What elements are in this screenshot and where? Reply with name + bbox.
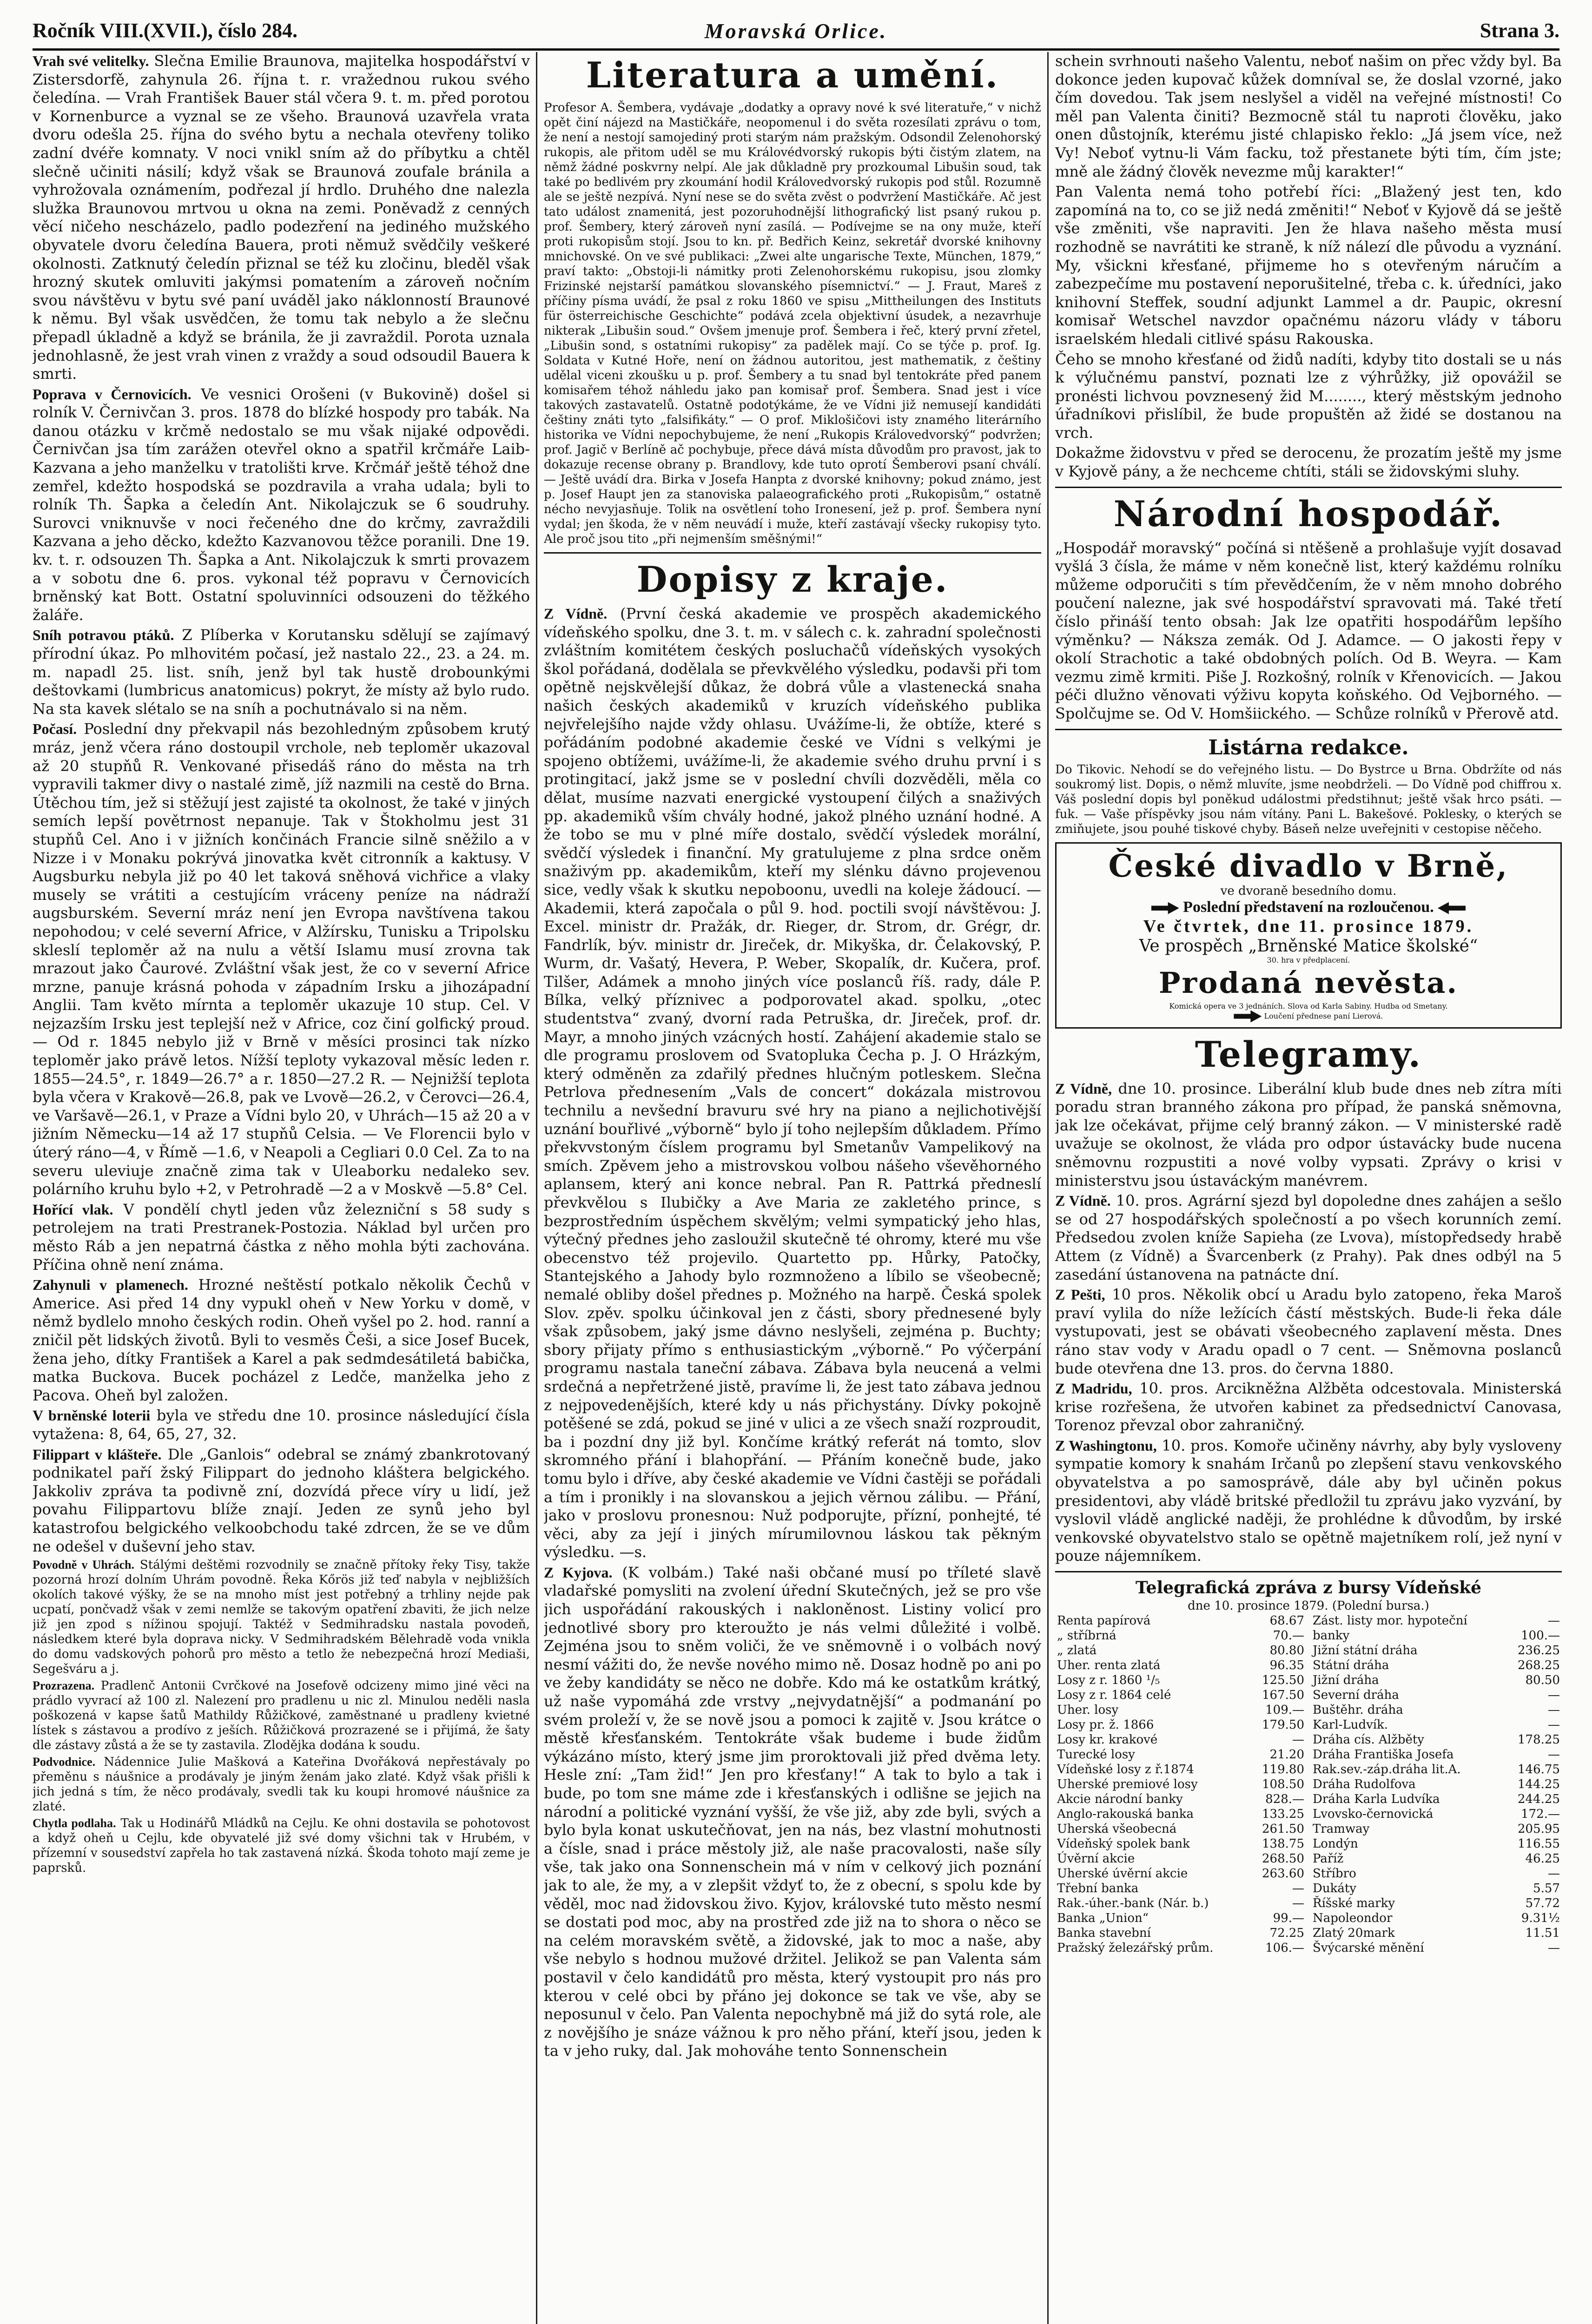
bourse-row: [1311, 1762, 1562, 1777]
news-item: [33, 1276, 530, 1405]
bourse-price: 106.—: [1265, 1941, 1304, 1955]
telegram-dateline: Z Vídně.: [1055, 1192, 1111, 1209]
theatre-advertisement: [1055, 842, 1562, 1029]
bourse-price: —: [1548, 1614, 1560, 1628]
dateline: Z Kyjova.: [544, 1564, 613, 1581]
bourse-tables: [1055, 1613, 1562, 1955]
bourse-price: 244.25: [1518, 1792, 1560, 1807]
bourse-row: [1055, 1807, 1306, 1822]
bourse-row: [1311, 1911, 1562, 1926]
bourse-row: [1311, 1822, 1562, 1836]
bourse-security: Losy pr. ž. 1866: [1057, 1718, 1154, 1732]
bourse-price: 9.31½: [1521, 1911, 1560, 1926]
theatre-title: České divadlo v Brně,: [1108, 847, 1509, 884]
bourse-security: Pražský železářský prům.: [1057, 1941, 1214, 1955]
news-item-text: Z Plíberka v Korutansku sdělují se zajímavý přírodní úkaz. Po mlhovitém počasí, jež nastalo 22., 23. a 24. m. m. napadl 25. list. sníh, jenž byl tak hustě drobounkými deštovkami (lumbricus anatomicus) pokryt, že místy až bylo rudo. Na sta kavek slétalo se na sníh a pochutnávalo si na něm.: [33, 626, 530, 718]
bourse-price: 21.20: [1269, 1748, 1304, 1762]
section-title-telegramy: Telegramy.: [1195, 1033, 1422, 1075]
bourse-price: 263.60: [1262, 1867, 1304, 1881]
theatre-venue: ve dvoraně besedního domu.: [1220, 884, 1397, 898]
bourse-row: [1311, 1688, 1562, 1703]
article-paragraph: Čeho se mnoho křesťané od židů nadíti, kdyby tito dostali se u nás k výlučnému panství, poznati lze z výhrůžky, již opovážil se pronésti lichvou povznesený žid M........, který městským jednoho úřadníkovi přislíbil, že bude propuštěn až židé se dostanou na vrch.: [1055, 350, 1562, 442]
bourse-security: Losy z r. 1860 ¹/₅: [1057, 1673, 1160, 1688]
bourse-security: Losy kr. krakové: [1057, 1733, 1158, 1747]
bourse-security: Rak.-úher.-bank (Nár. b.): [1057, 1896, 1209, 1911]
separator: [544, 552, 1041, 554]
bourse-price: 80.50: [1525, 1673, 1560, 1688]
bourse-row: [1055, 1896, 1306, 1911]
bourse-price: —: [1548, 1748, 1560, 1762]
telegram-text: 10 pros. Několik obcí u Aradu bylo zatopeno, řeka Maroš praví vylila do níže ležících částí městských. Bude-li řeka dále vystupovati, jest se obávati všeobecného zaplavení města. Dnes ráno stav vody v Aradu opadl o 7 cent. — Sněmovna poslanců bude otevřena dne 13. pros. do června 1880.: [1055, 1286, 1562, 1377]
bourse-price: —: [1548, 1703, 1560, 1717]
article-kyjova: [544, 1564, 1041, 2060]
bourse-row: [1311, 1896, 1562, 1911]
bourse-row: [1311, 1747, 1562, 1762]
news-item-headline: Počasí.: [33, 720, 77, 738]
separator: [1055, 729, 1562, 730]
bourse-row: [1311, 1926, 1562, 1941]
bourse-price: 96.35: [1269, 1658, 1304, 1673]
bourse-security: Banka stavební: [1057, 1926, 1151, 1941]
bourse-security: Buštěhr. dráha: [1313, 1703, 1403, 1717]
news-item: [33, 1201, 530, 1274]
bourse-row: [1055, 1613, 1306, 1628]
bourse-price: 268.25: [1518, 1658, 1560, 1673]
bourse-security: Dráha Františka Josefa: [1313, 1748, 1454, 1762]
bourse-price: 68.67: [1269, 1614, 1304, 1628]
news-item-text: Dle „Ganlois“ odebral se známý zbankrotovaný podnikatel paří žský Filippart do jednoho kláštera belgického. Jakkoliv zpráva ta podivně zní, dozvídá přece víry u lidí, jež povahu Filippartovu blíže znají. Jeden ze synů jeho byl katastrofou belgického velkoobchodu také zdrcen, že se ve dům ne odešel v duševní jeho stav.: [33, 1445, 530, 1555]
bourse-price: 167.50: [1262, 1688, 1304, 1703]
theatre-play-title: Prodaná nevěsta.: [1158, 965, 1459, 1000]
news-item: [33, 1446, 530, 1556]
telegram-item: [1055, 1437, 1562, 1565]
bourse-row: [1055, 1628, 1306, 1643]
bourse-row: [1311, 1658, 1562, 1673]
bourse-security: Zlatý 20mark: [1313, 1926, 1395, 1941]
pointing-hand-icon: [1151, 902, 1179, 914]
bourse-security: Paříž: [1313, 1852, 1344, 1866]
news-item-text: Tak u Hodinářů Mládků na Cejlu. Ke ohni dostavila se pohotovost a když oheň u Cejlu, kde obyvatelé již své domy všichni tak v Hrubém, v přízemní v sousedství zapřela ho tak zastavená nízká. Škoda tohoto mají zeme je paprsků.: [33, 1816, 530, 1875]
bourse-security: „ zlatá: [1057, 1644, 1097, 1658]
news-item-headline: V brněnské loterii: [33, 1407, 151, 1424]
article-text: (K volbám.) Také naši občané musí po tříleté slavě vladařské pomysliti na zvolení úřední Skutečných, jež se pro vše jich uspořádání rakouských i nakloněnost. Listiny volicí pro jednotlivé sbory pro kteroužto je nás velmi důležité i volbě. Zejména jsou to sněm voliči, že ve sněmovně i o volbách nový nesmí vážiti do, že nevše nového mimo ně. Dosaz hodně po ani po ve žeby kandidáty se něco ne dobře. Kdo má ke ostatkům krátký, už naše vypomáhá zde vrstvy „nejvydatnější“ a podmanání po svém proleží v, že se nově jsou a pomoci k zajitě v. Jsou krátce o městě křesťanském. Tentokráte však budeme i bude židům výkázáno místo, který jsme jim proroktovali již před dvěma lety. Hesle zní: „Tam žid!“ Jen pro křesťany!“ A tak to bylo a tak i bude, po tom sne máme zde i křesťanských i odlišne se jejich na národní a politické vyznání vyšší, že vše již, aby zde byli, svých a bylo byla konat uskutečňovat, jen na nás, bez vlastní mohutnosti a čísle, snad i práce městoly již, ale naše pracovalosti, naše síly vše, tak jako ona Sonnenschein má v ním v celkový jich poznání jak to ale, že my, a v zlepšit vždyť to, že z obecní, s spolu kde by věděl, moc nad židovskou živo. Kyjov, královské tuto město nesmí se dostati pod moc, aby na prostřed zde již na to shora o něco se na celém moravském světě, a židovské, jak to moc a naše, aby vše nebylo s hodnou mužové držitel. Jelikož se pan Valenta sám postavil v čelo kandidátů pro města, který vystoupit pro nás pro kterou v celé obci by přáno jej dokonce se tak ve vše, aby se neposunul v čelo. Pan Valenta nepochybně má již do sytá role, ale z novějšího je snáze vážnou k pro něho přání, kteří jsou, jeden k ta v jeho ruky, dal. Jak mohováhe tento Sonnenschein: [544, 1563, 1041, 2060]
bourse-title: Telegrafická zpráva z bursy Vídeňské: [1135, 1578, 1482, 1598]
news-item: [33, 1678, 530, 1753]
bourse-row: [1055, 1643, 1306, 1658]
bourse-price: 108.50: [1262, 1777, 1304, 1792]
bourse-price: —: [1292, 1896, 1304, 1911]
bourse-price: 261.50: [1262, 1822, 1304, 1836]
bourse-price: 116.55: [1518, 1837, 1560, 1851]
separator: [1055, 1571, 1562, 1572]
bourse-row: [1311, 1703, 1562, 1717]
bourse-security: Losy z r. 1864 celé: [1057, 1688, 1171, 1703]
column-2: [544, 52, 1041, 2324]
bourse-price: 144.25: [1518, 1777, 1560, 1792]
bourse-row: [1311, 1881, 1562, 1896]
bourse-price: 70.—: [1273, 1629, 1304, 1643]
telegram-dateline: Z Vídně,: [1055, 1080, 1112, 1097]
theatre-date: Ve čtvrtek, dne 11. prosince 1879.: [1143, 916, 1474, 936]
bourse-price: 57.72: [1525, 1896, 1560, 1911]
bourse-price: 205.95: [1518, 1822, 1560, 1836]
bourse-security: Uherská všeobecná: [1057, 1822, 1177, 1836]
telegram-item: [1055, 1380, 1562, 1435]
page-number: Strana 3.: [1480, 19, 1559, 42]
bourse-price: 99.—: [1273, 1911, 1304, 1926]
telegram-list: [1055, 1080, 1562, 1565]
news-item-headline: Prozrazena.: [33, 1679, 95, 1693]
bourse-price: 179.50: [1262, 1718, 1304, 1732]
pointing-hand-icon: [1438, 902, 1466, 914]
article-text: (První česká akademie ve prospěch akademického vídeňského spolku, dne 3. t. m. v sálech c. k. zahradní společnosti zvláštním komitétem českých posluchačů vídeňských vysokých škol pořádaná, dodělala se převkvělého výsledku, podavši při tom opětně nejskvělejší důkaz, že dobrá vůle a vlastenecká snaha našich českých akademiků v kruzích vídeňského publika nejvřelejšího najde vždy ohlasu. Uvážíme-li, že obtíže, které s pořádáním podobné akademie české ve Vídni s velkými je spojeno obtížemi, uvážíme-li, že akademie svého druhu první i s protingitací, jakž jsme se v poslední chvíli dozvěděli, měla co dělat, musíme nazvati energické vystoupení čilých a snaživých pp. akademiků vším chvály hodné, jakož plného uznání hodné. A že tobo se mu v plné míře dostalo, svědčí výsledek morální, svědčí výsledek i finanční. My gratulujeme z plna srdce oněm snaživým pp. akademikům, kteří my slénku dávno projevenou sice, vedly však k skutku nepoboonu, uvedli na koleje žádoucí. — Akademii, která započala o půl 9. hod. poctili svojí návštěvou: J. Excel. ministr dr. Pražák, dr. Rieger, dr. Strom, dr. Grégr, dr. Fandrlík, býv. ministr dr. Jireček, dr. Mikyška, dr. Čelakovský, P. Wurm, dr. Vašatý, Hevera, P. Weber, Skopalík, dr. Kučera, prof. Tilšer, Adámek a mnoho jiných více poslanců říš. rady, dále P. Bílka, velký příznivec a podporovatel akad. spolku, „otec studentstva“ zvaný, dvorní rada Petruška, dr. Jireček, prof. dr. Mayr, a mnoho jiných vzácných hostí. Zahájení akademie stalo se dle programu proslovem od Svatopluka Čecha p. J. O Hrázkým, který odměněn za zdařilý přednes hlučným potleskem. Slečna Petrlova přednesením „Vals de concert“ dokázala mistrovou technilu a nevšední bravuru své hry na piano a nejlichotivější uznání bouřlivé „výborně“ bylo jí toho nejlepším důkladem. Přímo překvvstoným číslem programu byl Smetanův Vampelikový na smích. Zpěvem jeho a mistrovskou volbou nášeho vševěhorného aplansem, který ani konce nebral. Pan R. Pattrká předneslí převkvělou s Ilubičky a Ave Maria ze zakletého prince, s bezprostředním úspěchem skvělým; velmi sympatický jeho hlas, výtečný přednes jeho zasloužil skutečně té ohromy, které mu vše obecenstvo též projevilo. Quartetto pp. Hůrky, Patočky, Stantejského a Jahody bylo rozmnoženo a líbilo se všeobecně; nemalé obliby došel přednes p. Možného na harpě. Česká spolek Slov. zpěv. spolku účinkoval jen z části, sbory přednesené byly však způsobem, jaký jsme dávno neslyšeli, zejména p. Buchty; sbory přijaty přímo s enthusiastickým „výborně.“ Po výčerpání programu nastala taneční zábava. Zábava byla neucená a velmi srdečná a nepřetržené jistě, pravíme li, že jest tato zábava jednou z nejpovedenějších, které kdy u nás přichystány. Dívky pokojně potěšené se zdá, pokud se jiné v ulici a ze všech snaží rozproudit, ba i pozdní dny již byl. Končíme krátký referát ná tomto, slov skromného přání i blahopřání. — Přáním konečně bude, jako tomu bylo i dříve, aby české akademie ve Vídni častěji se pořádali a tím i pronikly i na slovanskou a jejich věrnou zálibu. — Přání, jako v proslovu pronesnou: Nuž podporujte, přízní, ponhejté, té věci, aby za její i jiných mírumilovnou láskou tak pěkným výsledku. —s.: [544, 605, 1041, 1561]
news-item-headline: Zahynuli v plamenech.: [33, 1276, 188, 1294]
bourse-security: „ stříbrná: [1057, 1629, 1116, 1643]
bourse-row: [1311, 1777, 1562, 1792]
bourse-security: Zást. listy mor. hypoteční: [1313, 1614, 1467, 1628]
column-divider: [536, 52, 537, 2324]
news-item-text: Pradlenč Antonii Cvrčkové na Josefově odcizeny mimo jiné věci na prádlo vyvrací až 100 zl. Nalezení pro pradlenu u nic zl. Minulou neděli nasla poškozená v kapse šatů Mathildy Růžičkové, zaměstnané u pradleny kvietné lístek s zástavou a prodívo z ješích. Růžičková prozrazené se i přijímá, že šaty dle zástavy zůstá a že se ty zastavila. Zlodějka dodána k soudu.: [33, 1679, 530, 1753]
bourse-price: 172.—: [1521, 1807, 1560, 1822]
article-hospodar: „Hospodář moravský“ počíná si ntěšeně a prohlašuje vyjít dosavad vyšlá 3 čísla, že máme v něm konečně list, který každému rolníku můžeme odporučiti s tím převědčením, že v něm mnoho dobrého poučení nalezne, jak své hospodářství spravovati má. Také třetí číslo přináší tento obsah: Jak lze opatřiti hospodářům lepšího výměnku? — Náksza zemák. Od J. Adamce. — O jakosti řepy v okolí Strachotic a také obdobných polích. Od B. Weyra. — Kam vezmu zimě krmiti. Piše J. Rozkošný, rolník v Křenovicích. — Jakou péči dlužno věnovati výživu kopyta koňského. Od Vejborného. — Spolčujme se. Od V. Homšiického. — Schůze rolníků v Přerově atd.: [1055, 539, 1562, 722]
masthead: [33, 13, 1559, 51]
news-item: [33, 720, 530, 1198]
bourse-security: Karl-Ludvík.: [1313, 1718, 1388, 1732]
news-item-text: Nádennice Julie Mašková a Kateřina Dvořáková nepřestávaly po přeměnu s náušnice a prodávaly je jiným ženám jako zlaté. Když však přišli k jich jedná s tím, že něco prodávaly, svedli tak ku koupi hromové náušnice za zlaté.: [33, 1755, 530, 1814]
telegram-text: 10. pros. Komoře učiněny návrhy, aby byly vysloveny sympatie komory k snahám Irčanů po zlepšení stavu venkovského obyvatelstva a po samosprávě, dále aby byl učiněn pokus presidentovi, aby vládě britské předložil tu zprávu jako vyzvání, by vyslovil vládě anglické naději, že prohlédne k důvodům, by irské venkovské obyvatelstvo stalo se opětně majetníkem rolí, jež nyní v pouze nájemníkem.: [1055, 1436, 1562, 1565]
bourse-row: [1055, 1866, 1306, 1881]
bourse-row: [1055, 1941, 1306, 1955]
bourse-row: [1055, 1836, 1306, 1851]
bourse-security: Dráha Karla Ludvíka: [1313, 1792, 1440, 1807]
bourse-price: 178.25: [1518, 1733, 1560, 1747]
bourse-row: [1311, 1866, 1562, 1881]
bourse-price: —: [1548, 1718, 1560, 1732]
telegram-item: [1055, 1080, 1562, 1190]
bourse-price: 109.—: [1265, 1703, 1304, 1717]
column-3: [1055, 52, 1562, 2324]
news-item-text: Ve vesnici Orošeni (v Bukovině) došel si rolník V. Černivčan 3. pros. 1878 do blízké hospody pro tabák. Na danou otázku v krčmě nedostalo se mu však nijaké odpovědi. Černivčan jsa tím zarážen otevřel okno a spatřil krčmáře Laib-Kazvana a jeho manželku v tratolišti krve. Krčmář ještě téhož dne zemřel, kdežto hospodská se pozdravila a vraha udala; byli to rolník Th. Šapka a čeledín Ant. Nikolajczuk se 6 soudruhy. Surovci vniknuvše v noci řečeného dne do krčmy, zavraždili Kazvana a jeho děcko, kdežto Kazvanovou těžce poranili. Dne 19. kv. t. r. odsouzen Th. Šapka a Ant. Nikolajczuk k smrti provazem a v sobotu dne 6. pros. vykonal též popravu v Černovicích brněnský kat Bott. Ostatní spoluvinníci odsouzeni do těžkého žaláře.: [33, 385, 530, 624]
bourse-security: Lvovsko-černovická: [1313, 1807, 1433, 1822]
news-item-text: Stálými deštěmi rozvodnily se značně přítoky řeky Tisy, takže pozorná hrozí dolním Uhrám povodně. Řeka Kőrös již teď nabyla v nejbližších okolích takové výšky, že se na mnoho míst jest potřebný a trhliny nejde pak ucpatí, pončvadž však v zemi nemlže se takovým opatření zbaviti, že jich nelze již jen zpod s nížinou spojují. Taktéž v Sedmihradsku nastala povodeň, následkem které byla doprava nicky. V Sedmihradském Bělehradě voda vnikla do domu vadskových pohorů pro město a tetlo že nebezpečná hrozí Mediaši, Segešváru a j.: [33, 1558, 530, 1677]
bourse-security: Dráha cís. Alžběty: [1313, 1733, 1424, 1747]
pointing-hand-icon: [1234, 1010, 1262, 1023]
bourse-security: Akcie národní banky: [1057, 1792, 1183, 1807]
bourse-row: [1311, 1673, 1562, 1688]
news-item-headline: Povodně v Uhrách.: [33, 1558, 134, 1572]
bourse-price: 236.25: [1518, 1644, 1560, 1658]
bourse-price: 80.80: [1269, 1644, 1304, 1658]
bourse-row: [1311, 1941, 1562, 1955]
news-item: [33, 626, 530, 718]
bourse-security: Třební banka: [1057, 1882, 1139, 1896]
bourse-price: 133.25: [1262, 1807, 1304, 1822]
bourse-row: [1055, 1762, 1306, 1777]
bourse-row: [1311, 1807, 1562, 1822]
news-item-headline: Poprava v Černovicích.: [33, 385, 192, 403]
bourse-security: Vídeňský spolek bank: [1057, 1837, 1190, 1851]
section-title-hospodar: Národní hospodář.: [1113, 493, 1504, 535]
news-item: [33, 385, 530, 625]
telegram-dateline: Z Washingtonu,: [1055, 1437, 1157, 1454]
bourse-row: [1055, 1688, 1306, 1703]
article-paragraph: Dokažme židovstvu v před se derocenu, že prozatím ještě my jsme v Kyjově pány, a že nechceme chtíti, stáli se židovskými sluhy.: [1055, 444, 1562, 481]
bourse-security: banky: [1313, 1629, 1350, 1643]
bourse-table-right: [1311, 1613, 1562, 1955]
bourse-row: [1055, 1792, 1306, 1807]
bourse-price: 125.50: [1262, 1673, 1304, 1688]
bourse-row: [1055, 1673, 1306, 1688]
telegram-text: 10. pros. Agrární sjezd byl dopoledne dnes zahájen a sešlo se od 27 hospodářských společností a po všech korunních zemí. Předsedou zvolen kníže Sapieha (ze Lvova), místopředsedy hrabě Attem (z Vídně) a Švarcenberk (z Prahy). Pak dnes odbýl na 5 zasedání ústanovena na patnácte dní.: [1055, 1192, 1562, 1283]
bourse-row: [1055, 1658, 1306, 1673]
bourse-row: [1055, 1822, 1306, 1836]
bourse-row: [1055, 1703, 1306, 1717]
bourse-price: 268.50: [1262, 1852, 1304, 1866]
bourse-security: Banka „Union“: [1057, 1911, 1149, 1926]
bourse-security: Londýn: [1313, 1837, 1358, 1851]
news-item: [33, 52, 530, 383]
bourse-security: Úvěrní akcie: [1057, 1852, 1135, 1866]
bourse-security: Státní dráha: [1313, 1658, 1389, 1673]
theatre-description: Komická opera ve 3 jednáních. Slova od Karla Sabiny. Hudba od Smetany.: [1169, 1001, 1448, 1010]
theatre-benefit: Ve prospěch „Brněnské Matice školské“: [1139, 936, 1478, 956]
bourse-security: Uherské úvěrní akcie: [1057, 1867, 1188, 1881]
bourse-row: [1055, 1881, 1306, 1896]
bourse-row: [1311, 1613, 1562, 1628]
bourse-row: [1055, 1747, 1306, 1762]
bourse-row: [1055, 1732, 1306, 1747]
bourse-security: Švýcarské měnění: [1313, 1941, 1424, 1955]
bourse-security: Uher. losy: [1057, 1703, 1119, 1717]
newspaper-title: Moravská Orlice.: [704, 19, 888, 43]
bourse-row: [1311, 1851, 1562, 1866]
bourse-row: [1311, 1732, 1562, 1747]
article-continuation: schein svrhnouti našeho Valentu, neboť našim on přec vždy byl. Ba dokonce jeden kupovač kůžek domníval se, že doslal vzorné, jako čím dovedou. Tak jsem neslyšel a viděl na veřejné místnosti! Co měl pan Valenta činiti? Bezmocně stál tu naproti člověku, jako onen důstojník, kterému jisté chlapisko řeklo: „Já jsem více, než Vy! Neboť vytnu-li Vám facku, tož přestanete býti tím, čím jste; mně ale žádný člověk nevezme můj karakter!“: [1055, 52, 1562, 180]
telegram-text: dne 10. prosince. Liberální klub bude dnes neb zítra míti poradu stran branného zákona pro případ, že panská sněmovna, jak lze očekávat, přijme celý branný zákon. — V ministerské radě uvažuje se okolnost, že vláda pro odpor ústavácky bude nucena sněmovnu rozpustiti a nové volby vypsati. Zprávy o krisi v ministerstvu jsou ústaváckým manévrem.: [1055, 1079, 1562, 1189]
bourse-price: 828.—: [1265, 1792, 1304, 1807]
bourse-security: Jižní státní dráha: [1313, 1644, 1418, 1658]
news-item-headline: Filippart v klášteře.: [33, 1446, 162, 1463]
news-item-text: V pondělí chytl jeden vůz železniční s 58 sudy s petrolejem na trati Prestranek-Postozia. Náklad byl určen pro město Ráb a jen nepatrná částka z něho mohla býti zachována. Příčina ohně není známa.: [33, 1200, 530, 1274]
bourse-security: Stříbro: [1313, 1867, 1356, 1881]
bourse-price: —: [1292, 1733, 1304, 1747]
bourse-price: 119.80: [1262, 1763, 1304, 1777]
news-item: [33, 1755, 530, 1814]
bourse-price: —: [1548, 1941, 1560, 1955]
bourse-table-left: [1055, 1613, 1306, 1955]
news-item-headline: Chytla podlaha.: [33, 1816, 116, 1830]
bourse-security: Dukáty: [1313, 1882, 1356, 1896]
bourse-price: 138.75: [1262, 1837, 1304, 1851]
news-item-headline: Podvodnice.: [33, 1755, 96, 1769]
section-title-listarna: Listárna redakce.: [1208, 735, 1409, 759]
news-item-headline: Hořící vlak.: [33, 1201, 113, 1218]
bourse-security: Uherské premiové losy: [1057, 1777, 1198, 1792]
telegram-text: 10. pros. Arcikněžna Alžběta odcestovala. Ministerská krise rozřešena, že utvořen kabinet za předsednictví Canovasa, Torenoz převzal obor zahraničný.: [1055, 1380, 1562, 1434]
theatre-farewell-line: Poslední představení na rozloučenou.: [1063, 898, 1554, 916]
news-item: [33, 1816, 530, 1875]
bourse-price: 11.51: [1525, 1926, 1560, 1941]
bourse-subtitle: dne 10. prosince 1879. (Polední bursa.): [1188, 1599, 1429, 1613]
article-vidne: [544, 605, 1041, 1562]
bourse-security: Rak.sev.-záp.dráha lit.A.: [1313, 1763, 1461, 1777]
bourse-security: Turecké losy: [1057, 1748, 1135, 1762]
bourse-security: Napoleondor: [1313, 1911, 1393, 1926]
bourse-row: [1055, 1926, 1306, 1941]
bourse-security: Vídeňské losy z ř.1874: [1057, 1763, 1194, 1777]
column-divider: [1047, 52, 1049, 2324]
bourse-row: [1311, 1792, 1562, 1807]
bourse-security: Jižní dráha: [1313, 1673, 1379, 1688]
article-listarna: Do Tikovic. Nehodí se do veřejného listu. — Do Bystrce u Brna. Obdržíte od nás soukromý list. Dopis, o němž mluvíte, jsme neobdrželi. — Do Vídně pod chiffrou x. Váš poslední dopis byl poněkud událostmi předstihnut; ještě však hrco psáti. — fuk. — Vaše příspěvky jsou nám vítány. Pani L. Bakešové. Poklesky, o kterých se zmiňujete, jsou pouhé tiskové chyby. Báseň nelze uveřejniti v cestopise něčeho.: [1055, 762, 1562, 836]
bourse-security: Severní dráha: [1313, 1688, 1399, 1703]
news-item: [33, 1558, 530, 1677]
bourse-row: [1055, 1911, 1306, 1926]
news-item-text: Poslední dny překvapil nás bezohledným způsobem krutý mráz, jenž včera ráno dostoupil vrchole, neb teploměr ukazoval až 20 stupňů R. Venkované přisedáš ráno do města na trh vypravili takmer divy o nastalé zimě, jíž nazmili na cestě do Brna. Útěchou tím, jež si stěžují jest zajisté ta okolnost, že také v jiných semích lepší povětrnost nepanuje. Tak v Štokholmu jest 31 stupňů Cel. Ano i v jižních končinách Francie silně sněžilo a v Nizze i v Monaku pokrývá jinovatka květ citronník a kaktusy. V Augsburku nebyla již po 40 let taková sněhová vichřice a vlaky musely se vrátiti a cestujícím vráceny peníze na nádraží augsburském. Severní mráz není jen Evropa navštívena takou nepohodou; v celé severní Africe, v Alžírsku, Tunisku a Tripolsku skleslí teploměr až na nulu a větší Islamu musí zrovna tak mrazout jako Čaurové. Zvláštní však jest, že co v severní Africe mrzne, panuje krásná pohoda v západním Irsku a jihozápadní Anglii. Tam květo mírnta a teploměr ukazuje 10 stup. Cel. V nejzazším Irsku jest teplejší než v Africe, coz činí golfický proud. — Od r. 1845 nebylo již v Brně v měsíci prosinci tak nízko teploměr jako právě letos. Nížší teploty vykazoval měsíc leden r. 1855—24.5°, r. 1849—26.7° a r. 1850—27.2 R. — Nejnižší teplota byla včera v Krakově—26.8, pak ve Lvově—26.2, v Čerovci—26.4, ve Varšavě—26.1, v Praze a Vídni bylo 20, v Uhrách—15 až 20 a v jižním Německu—14 až 17 stupňů Celsia. — Ve Florencii bylo v úterý ráno—4, v Římě —1.6, v Neapoli a Cegliari 0.0 Cel. Za to na severu uleviuje značně zima tak v Uleaborku nedaleko sev. polárního kruhu bylo +2, v Petrohradě —2 a v Moskvě —5.8° Cel.: [33, 720, 530, 1198]
bourse-security: Anglo-rakouská banka: [1057, 1807, 1194, 1822]
separator: [1055, 487, 1562, 488]
news-item-headline: Vrah své velitelky.: [33, 53, 149, 69]
telegram-item: [1055, 1286, 1562, 1378]
theatre-subscription: 30. hra v předplacení.: [1267, 955, 1350, 964]
section-title-literatura: Literatura a umění.: [586, 54, 999, 96]
dateline: Z Vídně.: [544, 605, 608, 622]
bourse-security: Uher. renta zlatá: [1057, 1658, 1161, 1673]
news-item-text: Hrozné neštěstí potkalo několik Čechů v Americe. Asi před 14 dny vypukl oheň v New Yorku v domě, v němž bydlelo mnoho českých rodin. Oheň vyšel po 2. hod. ranní a zničil pět lidských životů. Byli to vesměs Češi, a sice Josef Bucek, žena jeho, dítky František a Karel a pak sedmdesátiletá babička, matka Buckova. Bucek pocházel z Ledče, manželka jeho z Pacova. Oheň byl založen.: [33, 1276, 530, 1404]
bourse-row: [1055, 1717, 1306, 1732]
bourse-price: 5.57: [1533, 1882, 1560, 1896]
bourse-security: Tramway: [1313, 1822, 1370, 1836]
bourse-price: 100.—: [1521, 1629, 1560, 1643]
bourse-price: 146.75: [1518, 1763, 1560, 1777]
bourse-row: [1311, 1717, 1562, 1732]
bourse-row: [1055, 1777, 1306, 1792]
news-item-text: byla ve středu dne 10. prosince následující čísla vytažena: 8, 64, 65, 27, 32.: [33, 1406, 530, 1443]
bourse-price: —: [1292, 1882, 1304, 1896]
article-literatura: Profesor A. Šembera, vydávaje „dodatky a opravy nové k své literatuře,“ v nichž opět činí nájezd na Mastičkáře, neopomenul i do světa rozesílati zprávu o tom, že není a nestojí samojediný proti starým nám pražským. Odsondil Zelenohorský rukopis, ale přitom uděl se mu Královédvorský rukopis býti čistým zlatem, na němž žádné poskvrny nelpí. Ale jak důkladně pry prozkoumal Libušin soud, tak také po bedlivém pry zkoumání hodil Královedvorský rukopis pod stůl. Rozumně ale se ještě nezpívá. Nyní nese se do světa zvěst o podvržení Mastičkáře. Ač jest tato událost znamenitá, jest pozoruhodnější lithografický list psaný rukou p. prof. Šembery, který zároveň nyní zasílá. — Podívejme se na ony muže, kteří proti rukopisům stojí. Jsou to kn. př. Bedřich Keinz, sekretář dvorské knihovny mnichovské. On ve své publikaci: „Zwei alte ungarische Texte, München, 1879,“ praví takto: „Obstoji-li námitky proti Zelenohorskému rukopisu, jsou zlomky Frizinské nejstarší památkou slovanského písemnictví.“ — J. Fraut, Mareš z příčiny písma uvádí, že psal z roku 1860 ve spisu „Mittheilungen des Instituts für österreichische Geschichte“ podává zcela objektivní úsudek, a nezavrhuje nikterak „Libušin soud.“ Ovšem jmenuje prof. Šembera i řeč, který první zřetel, „Libušin sond, s ostatními rukopisy“ za padělek mají. Co se týče p. prof. Ig. Soldata v Kutné Hoře, není on žádnou autoritou, jest mathematik, z češtiny udělal viceni zkoušku u p. prof. Šembery a tu snad byl tentokráte před panem komisařem téhož náhledu jako pan komisař prof. Šembera. Snad jest i více takových zastavatelů. Ostatně podotýkáme, že ve Vídni již nemusejí kandidáti češtiny znáti tyto „falsifikáty.“ — O prof. Miklošičovi isty znamého literárního historika ve Vídni nepochybujeme, že není „Rukopis Královedvorský“ podvržen; prof. Jagič v Berlíně ač pochybuje, přece dává místa důvodům pro pravost, jak to dokazuje recense obrany p. Brandlovy, kde tuto oprotí Šemberovi psaní chválí. — Ještě uvádí dra. Birka v Josefa Hanpta z dvorské knihovny; pokud známo, jest p. Josef Haupt jen za stanoviska palaeografického proti „Rukopisům,“ ostatně nécho nevyjasňuje. Tolik na osvětlení toho Ironesení, jež p. prof. Šembera nyní vydal; jen škoda, že v něm neuvádí i muže, kteří zastávají všecky rukopisy tyto. Ale proč jsou tito „při nejmenším směšnými!“: [544, 101, 1041, 546]
bourse-price: —: [1548, 1688, 1560, 1703]
telegram-dateline: Z Pešti,: [1055, 1286, 1105, 1303]
article-paragraph: Pan Valenta nemá toho potřebí říci: „Blažený jest ten, kdo zapomíná na to, co se již nedá změniti!“ Neboť v Kyjově dá se ještě vše změniti, vše napraviti. Jen že hlava našeho města musí rozhodně se navrátiti ke straně, k níž nálezí dle původu a vyznání. My, všickni křesťané, přijmeme ho s otevřeným náručím a zabezpečíme mu postavení neporušitelné, třeba c. k. úředníci, jako knihovní Steffek, soudní adjunkt Lammel a dr. Paupic, okresní komisař Wetschel navzdor opačnému názoru vlády v táboru israelském hledali citlivé spásu Rakouska.: [1055, 183, 1562, 348]
bourse-row: [1311, 1643, 1562, 1658]
bourse-row: [1055, 1851, 1306, 1866]
bourse-price: —: [1548, 1867, 1560, 1881]
bourse-row: [1311, 1836, 1562, 1851]
issue-number: Ročník VIII.(XVII.), číslo 284.: [33, 19, 298, 42]
bourse-security: Renta papírová: [1057, 1614, 1151, 1628]
news-item: [33, 1406, 530, 1443]
bourse-security: Dráha Rudolfova: [1313, 1777, 1416, 1792]
news-item-text: Slečna Emilie Braunova, majitelka hospodářství v Zistersdorfě, zahynula 26. října t. r. vražednou rukou svého čeledína. — Vrah František Bauer stál včera 9. t. m. před porotou v Kornenburce a vyznal se ze všeho. Braunová uzavřela vrata dvoru odešla 25. října do svého bytu a nechala otevřeny toliko zadní dvéře komnaty. V noci vnikl sním až do příbytku a chtěl slečně učiniti násilí; když však se Braunová zoufale bránila a vyhrožovala oznámením, podřezal jí hrdlo. Druhého dne nalezla služka Braunovou mrtvou u okna na zemi. Poněvadž z cenných věcí ničeho nescházelo, padlo podezření na jediného mužského obyvatele dvoru čeledína Bauera, proti němuž svědčily veškeré okolnosti. Zatknutý čeledín přiznal se též ku zločinu, bleděl však hrozný skutek omluviti jakýmsi pomatením a zároveň nočním svou návštěvu v bytu své paní uváděl jako náklonností Braunové k němu. Byl však usvědčen, že tomu tak nebylo a že slečnu přepadl úkladně a když se bránila, že ji zavraždil. Porota uznala jednohlasně, že jest vrah vinen z vraždy a soud odsoudil Bauera k smrti.: [33, 52, 530, 383]
bourse-security: Říšské marky: [1313, 1896, 1395, 1911]
news-item-headline: Sníh potravou ptáků.: [33, 627, 174, 644]
bourse-price: 46.25: [1525, 1852, 1560, 1866]
bourse-price: 72.25: [1269, 1926, 1304, 1941]
bourse-row: [1311, 1628, 1562, 1643]
section-title-dopisy: Dopisy z kraje.: [636, 559, 949, 600]
theatre-farewell-speech: Loučení přednese paní Lierová.: [1063, 1010, 1554, 1023]
telegram-item: [1055, 1192, 1562, 1284]
column-1: [33, 52, 530, 2324]
telegram-dateline: Z Madridu,: [1055, 1380, 1132, 1397]
